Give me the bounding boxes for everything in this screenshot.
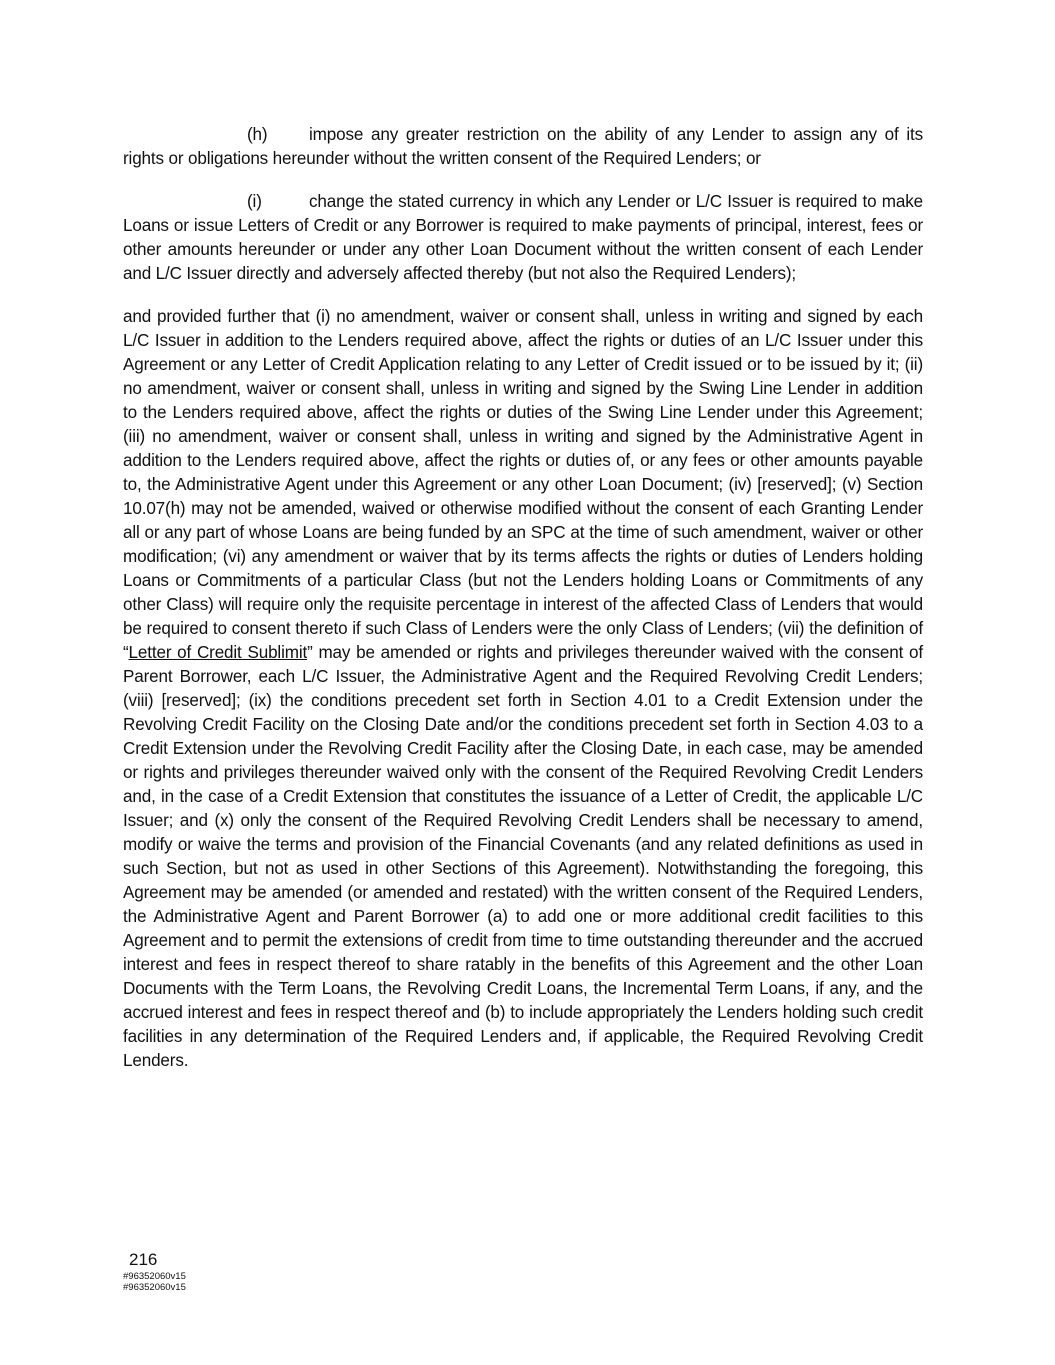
clause-i [123, 190, 923, 286]
document-page [123, 123, 923, 1092]
page-number: 216 [129, 1250, 158, 1269]
clause-h-label: (h) [247, 125, 268, 144]
clause-h [123, 123, 923, 171]
proviso-text-after: ” may be amended or rights and privileges thereunder waived with the consent of Parent Borrower, each L/C Issuer, the Administrative Agent and the Required Revolving Credit Lenders; (viii) [reserved]; (ix) the conditions precedent set forth in Section 4.01 to a Credit Extension under the Revolving Credit Facility on the Closing Date and/or the conditions precedent set forth in Section 4.03 to a Credit Extension under the Revolving Credit Facility after the Closing Date, in each case, may be amended or rights and privileges thereunder waived only with the consent of the Required Revolving Credit Lenders and, in the case of a Credit Extension that constitutes the issuance of a Letter of Credit, the applicable L/C Issuer; and (x) only the consent of the Required Revolving Credit Lenders shall be necessary to amend, modify or waive the terms and provision of the Financial Covenants (and any related definitions as used in such Section, but not as used in other Sections of this Agreement). Notwithstanding the foregoing, this Agreement may be amended (or amended and restated) with the written consent of the Required Lenders, the Administrative Agent and Parent Borrower (a) to add one or more additional credit facilities to this Agreement and to permit the extensions of credit from time to time outstanding thereunder and the accrued interest and fees in respect thereof to share ratably in the benefits of this Agreement and the other Loan Documents with the Term Loans, the Revolving Credit Loans, the Incremental Term Loans, if any, and the accrued interest and fees in respect thereof and (b) to include appropriately the Lenders holding such credit facilities in any determination of the Required Lenders and, if applicable, the Required Revolving Credit Lenders. [123, 643, 924, 1070]
clause-i-text: change the stated currency in which any Lender or L/C Issuer is required to make Loans or issue Letters of Credit or any Borrower is required to make payments of principal, interest, fees or other amounts hereunder or under any other Loan Document without the written consent of each Lender and L/C Issuer directly and adversely affected thereby (but not also the Required Lenders); [123, 192, 923, 283]
clause-h-text: impose any greater restriction on the ability of any Lender to assign any of its rights or obligations hereunder without the written consent of the Required Lenders; or [123, 125, 923, 168]
document-id-1: #96352060v15 [123, 1271, 186, 1282]
proviso-paragraph [123, 305, 923, 1073]
page-footer [123, 1249, 186, 1293]
document-id-2: #96352060v15 [123, 1282, 186, 1293]
defined-term-letter-of-credit-sublimit: Letter of Credit Sublimit [128, 643, 308, 662]
proviso-text-before: and provided further that (i) no amendment, waiver or consent shall, unless in writing and signed by each L/C Issuer in addition to the Lenders required above, affect the rights or duties of an L/C Issuer under this Agreement or any Letter of Credit Application relating to any Letter of Credit issued or to be issued by it; (ii) no amendment, waiver or consent shall, unless in writing and signed by the Swing Line Lender in addition to the Lenders required above, affect the rights or duties of the Swing Line Lender under this Agreement; (iii) no amendment, waiver or consent shall, unless in writing and signed by the Administrative Agent in addition to the Lenders required above, affect the rights or duties of, or any fees or other amounts payable to, the Administrative Agent under this Agreement or any other Loan Document; (iv) [reserved]; (v) Section 10.07(h) may not be amended, waived or otherwise modified without the consent of each Granting Lender all or any part of whose Loans are being funded by an SPC at the time of such amendment, waiver or other modification; (vi) any amendment or waiver that by its terms affects the rights or duties of Lenders holding Loans or Commitments of a particular Class (but not the Lenders holding Loans or Commitments of any other Class) will require only the requisite percentage in interest of the affected Class of Lenders that would be required to consent thereto if such Class of Lenders were the only Class of Lenders; (vii) the definition of “ [123, 307, 923, 662]
clause-i-label: (i) [247, 192, 262, 211]
